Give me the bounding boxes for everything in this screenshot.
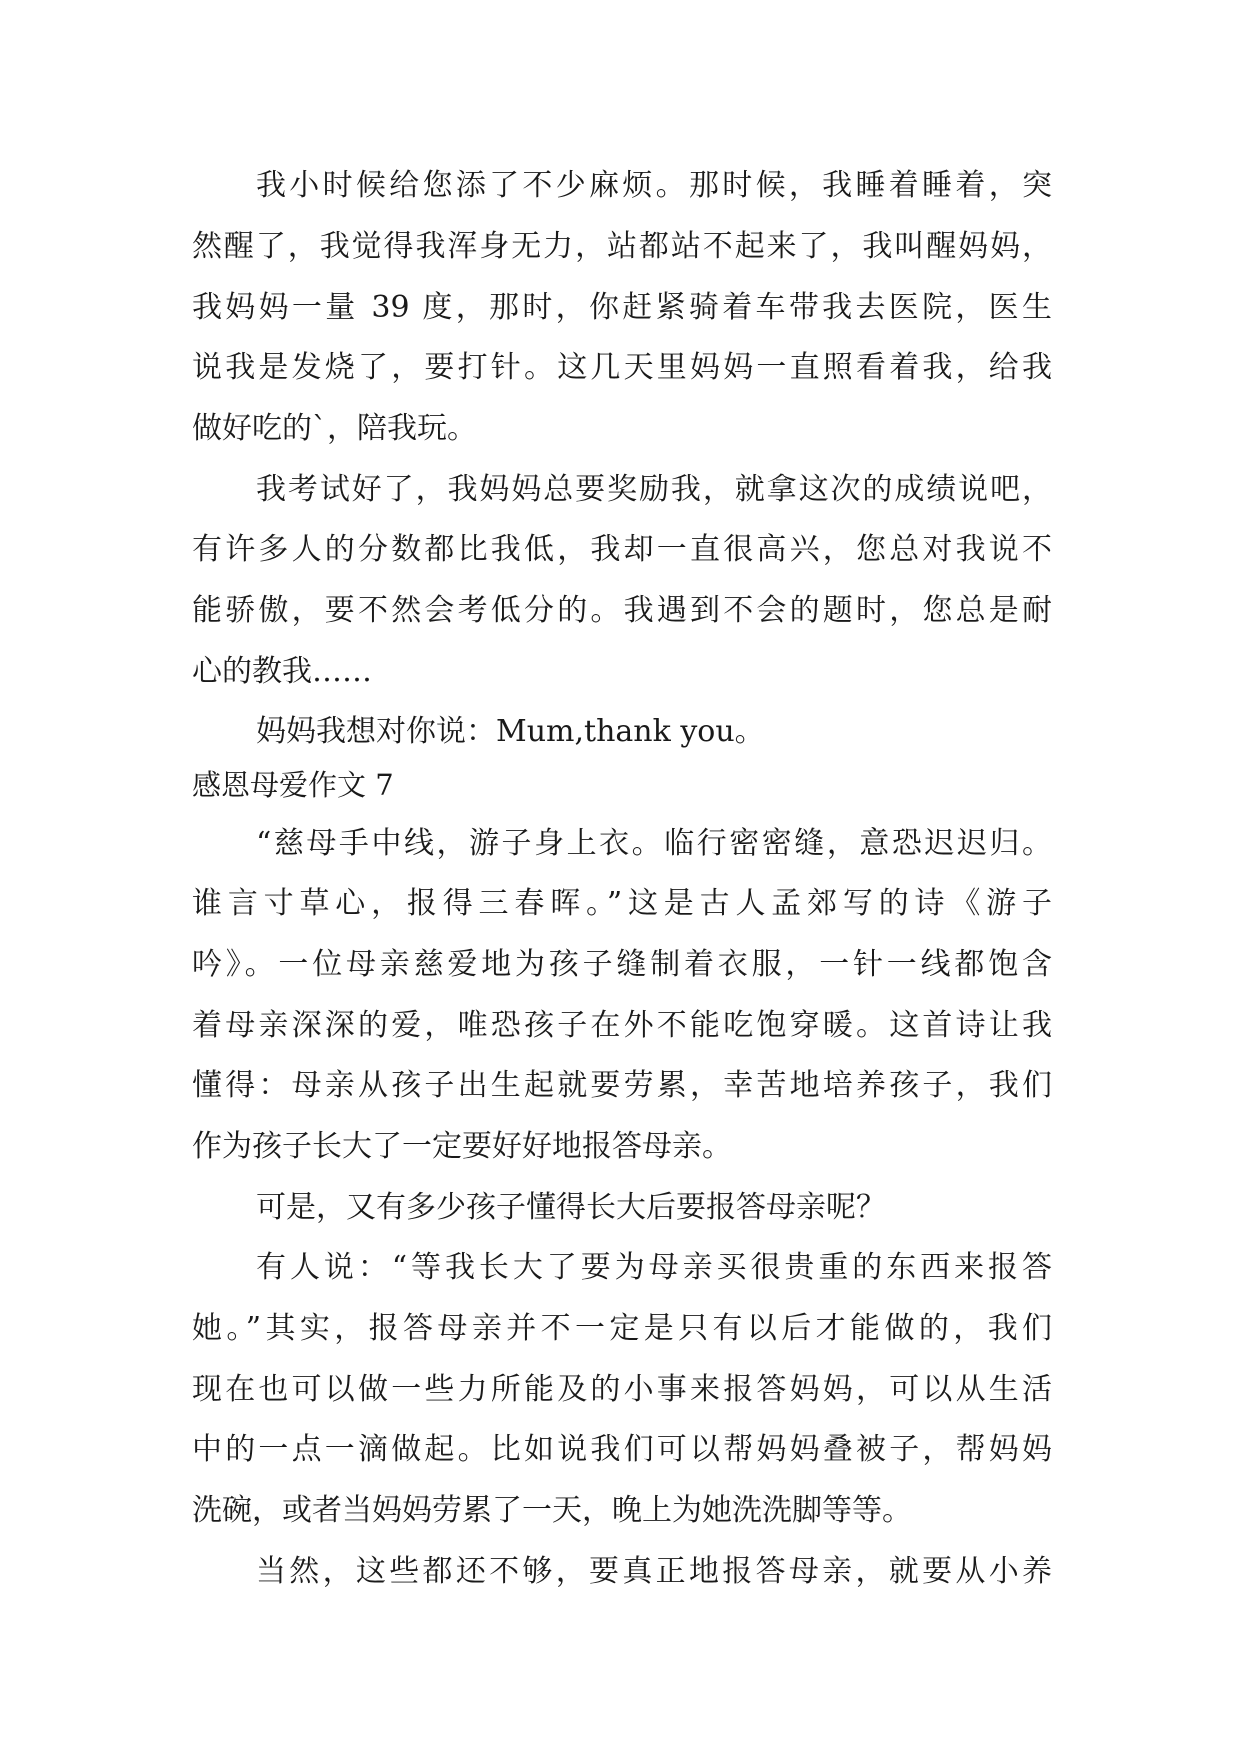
paragraph-line: 吟》。一位母亲慈爱地为孩子缝制着衣服，一针一线都饱含 [192, 947, 1052, 982]
paragraph-line: 作为孩子长大了一定要好好地报答母亲。 [192, 1129, 732, 1164]
paragraph-line: 我考试好了，我妈妈总要奖励我，就拿这次的成绩说吧， [256, 472, 1052, 507]
section-heading: 感恩母爱作文 7 [192, 768, 394, 802]
paragraph-line: 中的一点一滴做起。比如说我们可以帮妈妈叠被子，帮妈妈 [192, 1432, 1052, 1467]
paragraph-line: 能骄傲，要不然会考低分的。我遇到不会的题时，您总是耐 [192, 593, 1052, 628]
paragraph-line: 谁言寸草心，报得三春晖。”这是古人孟郊写的诗《游子 [192, 886, 1052, 921]
paragraph-line: 懂得：母亲从孩子出生起就要劳累，幸苦地培养孩子，我们 [192, 1068, 1052, 1103]
paragraph-line: “慈母手中线，游子身上衣。临行密密缝，意恐迟迟归。 [256, 826, 1052, 861]
paragraph-line: 她。”其实，报答母亲并不一定是只有以后才能做的，我们 [192, 1311, 1052, 1346]
paragraph-line: 现在也可以做一些力所能及的小事来报答妈妈，可以从生活 [192, 1372, 1052, 1407]
paragraph-line: 我妈妈一量 39 度，那时，你赶紧骑着车带我去医院，医生 [192, 290, 1052, 325]
paragraph-line: 说我是发烧了，要打针。这几天里妈妈一直照看着我，给我 [192, 350, 1052, 385]
paragraph-line: 洗碗，或者当妈妈劳累了一天，晚上为她洗洗脚等等。 [192, 1493, 912, 1528]
paragraph-line: 心的教我…… [192, 654, 372, 689]
paragraph-line: 当然，这些都还不够，要真正地报答母亲，就要从小养 [256, 1554, 1052, 1589]
paragraph-line: 有许多人的分数都比我低，我却一直很高兴，您总对我说不 [192, 532, 1052, 567]
paragraph-line: 妈妈我想对你说：Mum,thank you。 [256, 714, 765, 749]
paragraph-line: 我小时候给您添了不少麻烦。那时候，我睡着睡着，突 [256, 168, 1052, 203]
paragraph-line: 着母亲深深的爱，唯恐孩子在外不能吃饱穿暖。这首诗让我 [192, 1008, 1052, 1043]
paragraph-line: 有人说：“等我长大了要为母亲买很贵重的东西来报答 [256, 1250, 1052, 1285]
paragraph-line: 可是，又有多少孩子懂得长大后要报答母亲呢？ [256, 1190, 886, 1225]
paragraph-line: 然醒了，我觉得我浑身无力，站都站不起来了，我叫醒妈妈， [192, 229, 1052, 264]
paragraph-line: 做好吃的`，陪我玩。 [192, 411, 477, 446]
